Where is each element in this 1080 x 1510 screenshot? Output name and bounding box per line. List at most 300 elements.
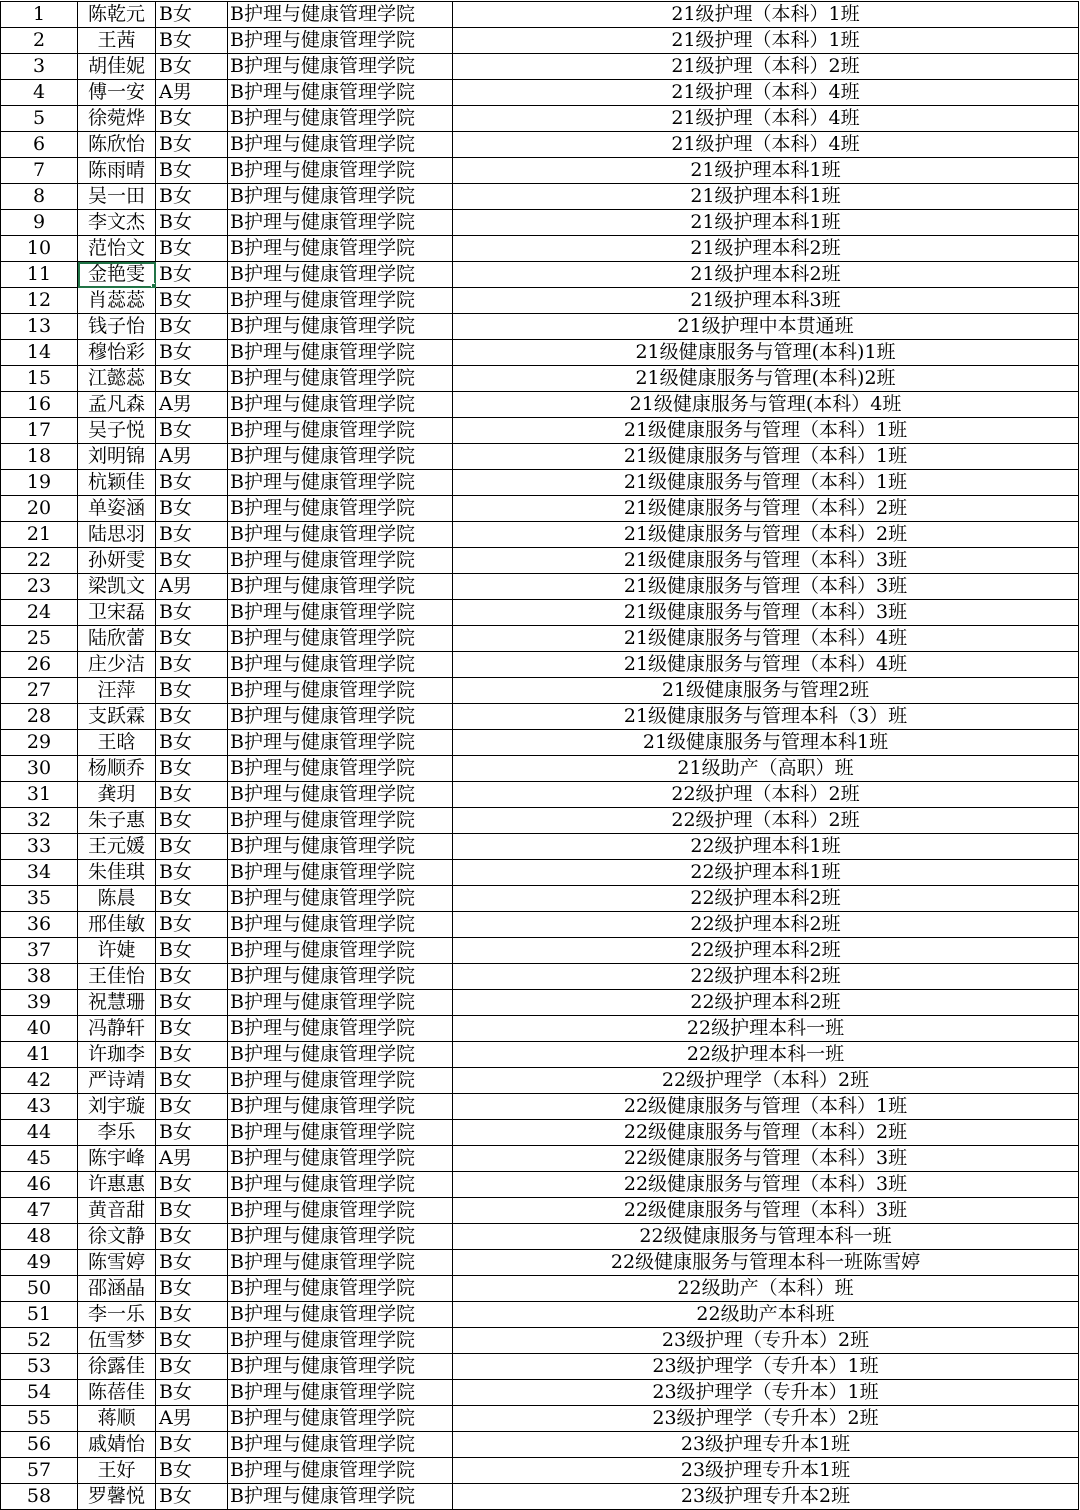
- cell-row-number[interactable]: 38: [1, 964, 78, 990]
- cell-gender[interactable]: B女: [156, 886, 228, 912]
- cell-class-name[interactable]: 22级护理本科1班: [453, 860, 1079, 886]
- cell-college[interactable]: B护理与健康管理学院: [228, 522, 453, 548]
- cell-row-number[interactable]: 52: [1, 1328, 78, 1354]
- cell-college[interactable]: B护理与健康管理学院: [228, 1094, 453, 1120]
- cell-row-number[interactable]: 21: [1, 522, 78, 548]
- cell-college[interactable]: B护理与健康管理学院: [228, 314, 453, 340]
- cell-student-name[interactable]: 杭颖佳: [78, 470, 156, 496]
- cell-student-name[interactable]: 徐露佳: [78, 1354, 156, 1380]
- cell-student-name[interactable]: 许惠惠: [78, 1172, 156, 1198]
- cell-class-name[interactable]: 22级护理本科2班: [453, 886, 1079, 912]
- cell-class-name[interactable]: 22级健康服务与管理（本科）3班: [453, 1146, 1079, 1172]
- cell-row-number[interactable]: 27: [1, 678, 78, 704]
- cell-row-number[interactable]: 23: [1, 574, 78, 600]
- cell-gender[interactable]: B女: [156, 236, 228, 262]
- cell-gender[interactable]: B女: [156, 210, 228, 236]
- cell-college[interactable]: B护理与健康管理学院: [228, 964, 453, 990]
- cell-gender[interactable]: B女: [156, 834, 228, 860]
- cell-class-name[interactable]: 21级护理本科2班: [453, 236, 1079, 262]
- cell-class-name[interactable]: 22级护理学（本科）2班: [453, 1068, 1079, 1094]
- cell-gender[interactable]: B女: [156, 808, 228, 834]
- cell-college[interactable]: B护理与健康管理学院: [228, 1172, 453, 1198]
- cell-student-name[interactable]: 邢佳敏: [78, 912, 156, 938]
- cell-row-number[interactable]: 56: [1, 1432, 78, 1458]
- cell-class-name[interactable]: 21级护理本科1班: [453, 184, 1079, 210]
- cell-row-number[interactable]: 45: [1, 1146, 78, 1172]
- cell-row-number[interactable]: 57: [1, 1458, 78, 1484]
- cell-gender[interactable]: B女: [156, 366, 228, 392]
- cell-student-name[interactable]: 肖蕊蕊: [78, 288, 156, 314]
- cell-student-name[interactable]: 王茜: [78, 28, 156, 54]
- cell-row-number[interactable]: 58: [1, 1484, 78, 1510]
- cell-student-name[interactable]: 江懿蕊: [78, 366, 156, 392]
- cell-row-number[interactable]: 25: [1, 626, 78, 652]
- cell-college[interactable]: B护理与健康管理学院: [228, 496, 453, 522]
- cell-student-name[interactable]: 戚婧怡: [78, 1432, 156, 1458]
- cell-class-name[interactable]: 23级护理专升本1班: [453, 1432, 1079, 1458]
- cell-gender[interactable]: B女: [156, 548, 228, 574]
- cell-class-name[interactable]: 21级健康服务与管理本科（3）班: [453, 704, 1079, 730]
- cell-class-name[interactable]: 22级健康服务与管理本科一班: [453, 1224, 1079, 1250]
- cell-row-number[interactable]: 32: [1, 808, 78, 834]
- cell-college[interactable]: B护理与健康管理学院: [228, 184, 453, 210]
- cell-gender[interactable]: B女: [156, 1016, 228, 1042]
- cell-college[interactable]: B护理与健康管理学院: [228, 340, 453, 366]
- cell-class-name[interactable]: 21级健康服务与管理（本科）1班: [453, 418, 1079, 444]
- cell-college[interactable]: B护理与健康管理学院: [228, 1016, 453, 1042]
- cell-class-name[interactable]: 21级助产（高职）班: [453, 756, 1079, 782]
- cell-row-number[interactable]: 20: [1, 496, 78, 522]
- cell-gender[interactable]: B女: [156, 28, 228, 54]
- cell-student-name[interactable]: 梁凯文: [78, 574, 156, 600]
- cell-college[interactable]: B护理与健康管理学院: [228, 1354, 453, 1380]
- cell-row-number[interactable]: 5: [1, 106, 78, 132]
- cell-college[interactable]: B护理与健康管理学院: [228, 28, 453, 54]
- cell-class-name[interactable]: 21级健康服务与管理（本科）2班: [453, 496, 1079, 522]
- cell-gender[interactable]: B女: [156, 158, 228, 184]
- cell-gender[interactable]: B女: [156, 938, 228, 964]
- cell-row-number[interactable]: 43: [1, 1094, 78, 1120]
- cell-gender[interactable]: B女: [156, 288, 228, 314]
- cell-student-name[interactable]: 陈晨: [78, 886, 156, 912]
- cell-college[interactable]: B护理与健康管理学院: [228, 574, 453, 600]
- cell-gender[interactable]: B女: [156, 1302, 228, 1328]
- cell-class-name[interactable]: 21级护理（本科）4班: [453, 106, 1079, 132]
- cell-class-name[interactable]: 22级健康服务与管理本科一班陈雪婷: [453, 1250, 1079, 1276]
- cell-student-name[interactable]: 王佳怡: [78, 964, 156, 990]
- cell-gender[interactable]: B女: [156, 132, 228, 158]
- cell-row-number[interactable]: 12: [1, 288, 78, 314]
- cell-college[interactable]: B护理与健康管理学院: [228, 678, 453, 704]
- cell-gender[interactable]: B女: [156, 1276, 228, 1302]
- cell-student-name[interactable]: 徐文静: [78, 1224, 156, 1250]
- cell-class-name[interactable]: 22级健康服务与管理（本科）3班: [453, 1198, 1079, 1224]
- cell-class-name[interactable]: 21级健康服务与管理（本科）4班: [453, 626, 1079, 652]
- cell-gender[interactable]: B女: [156, 522, 228, 548]
- cell-college[interactable]: B护理与健康管理学院: [228, 80, 453, 106]
- cell-row-number[interactable]: 47: [1, 1198, 78, 1224]
- cell-student-name[interactable]: 祝慧珊: [78, 990, 156, 1016]
- cell-student-name[interactable]: 陆思羽: [78, 522, 156, 548]
- cell-gender[interactable]: B女: [156, 756, 228, 782]
- cell-row-number[interactable]: 34: [1, 860, 78, 886]
- cell-row-number[interactable]: 28: [1, 704, 78, 730]
- cell-college[interactable]: B护理与健康管理学院: [228, 756, 453, 782]
- cell-college[interactable]: B护理与健康管理学院: [228, 626, 453, 652]
- cell-college[interactable]: B护理与健康管理学院: [228, 1146, 453, 1172]
- cell-college[interactable]: B护理与健康管理学院: [228, 886, 453, 912]
- cell-row-number[interactable]: 46: [1, 1172, 78, 1198]
- cell-college[interactable]: B护理与健康管理学院: [228, 262, 453, 288]
- cell-gender[interactable]: B女: [156, 1458, 228, 1484]
- cell-class-name[interactable]: 23级护理学（专升本）2班: [453, 1406, 1079, 1432]
- cell-class-name[interactable]: 21级护理本科2班: [453, 262, 1079, 288]
- cell-row-number[interactable]: 24: [1, 600, 78, 626]
- cell-college[interactable]: B护理与健康管理学院: [228, 730, 453, 756]
- cell-college[interactable]: B护理与健康管理学院: [228, 1276, 453, 1302]
- cell-gender[interactable]: A男: [156, 444, 228, 470]
- cell-gender[interactable]: B女: [156, 1380, 228, 1406]
- cell-class-name[interactable]: 22级护理本科一班: [453, 1016, 1079, 1042]
- cell-college[interactable]: B护理与健康管理学院: [228, 236, 453, 262]
- cell-row-number[interactable]: 31: [1, 782, 78, 808]
- cell-class-name[interactable]: 21级护理（本科）2班: [453, 54, 1079, 80]
- cell-class-name[interactable]: 22级护理本科1班: [453, 834, 1079, 860]
- cell-student-name[interactable]: 胡佳妮: [78, 54, 156, 80]
- cell-college[interactable]: B护理与健康管理学院: [228, 288, 453, 314]
- cell-student-name[interactable]: 严诗靖: [78, 1068, 156, 1094]
- cell-gender[interactable]: B女: [156, 54, 228, 80]
- cell-student-name[interactable]: 王好: [78, 1458, 156, 1484]
- cell-row-number[interactable]: 49: [1, 1250, 78, 1276]
- cell-college[interactable]: B护理与健康管理学院: [228, 2, 453, 28]
- cell-college[interactable]: B护理与健康管理学院: [228, 1458, 453, 1484]
- cell-class-name[interactable]: 21级健康服务与管理（本科）3班: [453, 600, 1079, 626]
- cell-gender[interactable]: B女: [156, 1354, 228, 1380]
- cell-row-number[interactable]: 51: [1, 1302, 78, 1328]
- cell-class-name[interactable]: 21级护理本科1班: [453, 210, 1079, 236]
- cell-college[interactable]: B护理与健康管理学院: [228, 1484, 453, 1510]
- cell-row-number[interactable]: 48: [1, 1224, 78, 1250]
- cell-college[interactable]: B护理与健康管理学院: [228, 1120, 453, 1146]
- cell-student-name[interactable]: 李乐: [78, 1120, 156, 1146]
- cell-gender[interactable]: B女: [156, 1198, 228, 1224]
- cell-student-name[interactable]: 龚玥: [78, 782, 156, 808]
- cell-gender[interactable]: B女: [156, 418, 228, 444]
- cell-college[interactable]: B护理与健康管理学院: [228, 548, 453, 574]
- cell-student-name[interactable]: 伍雪梦: [78, 1328, 156, 1354]
- cell-class-name[interactable]: 21级健康服务与管理(本科)2班: [453, 366, 1079, 392]
- cell-row-number[interactable]: 36: [1, 912, 78, 938]
- cell-gender[interactable]: B女: [156, 184, 228, 210]
- cell-class-name[interactable]: 23级护理专升本1班: [453, 1458, 1079, 1484]
- cell-class-name[interactable]: 21级健康服务与管理本科1班: [453, 730, 1079, 756]
- cell-student-name[interactable]: 蒋顺: [78, 1406, 156, 1432]
- cell-student-name[interactable]: 吴子悦: [78, 418, 156, 444]
- cell-class-name[interactable]: 21级护理（本科）1班: [453, 28, 1079, 54]
- cell-row-number[interactable]: 54: [1, 1380, 78, 1406]
- cell-gender[interactable]: B女: [156, 1328, 228, 1354]
- cell-student-name[interactable]: 穆怡彩: [78, 340, 156, 366]
- cell-row-number[interactable]: 14: [1, 340, 78, 366]
- cell-student-name[interactable]: 陈雨晴: [78, 158, 156, 184]
- table-row: [1, 1094, 1079, 1120]
- table-row: [1, 808, 1079, 834]
- cell-class-name[interactable]: 21级健康服务与管理（本科）4班: [453, 652, 1079, 678]
- cell-college[interactable]: B护理与健康管理学院: [228, 808, 453, 834]
- cell-class-name[interactable]: 23级护理学（专升本）1班: [453, 1380, 1079, 1406]
- cell-row-number[interactable]: 39: [1, 990, 78, 1016]
- cell-class-name[interactable]: 21级健康服务与管理(本科）4班: [453, 392, 1079, 418]
- selected-cell[interactable]: 金艳雯: [78, 262, 156, 288]
- sheet-body: [1, 2, 1079, 1510]
- cell-gender[interactable]: B女: [156, 860, 228, 886]
- cell-class-name[interactable]: 21级护理本科3班: [453, 288, 1079, 314]
- cell-student-name[interactable]: 单姿涵: [78, 496, 156, 522]
- cell-class-name[interactable]: 21级健康服务与管理（本科）2班: [453, 522, 1079, 548]
- cell-student-name[interactable]: 汪萍: [78, 678, 156, 704]
- cell-college[interactable]: B护理与健康管理学院: [228, 990, 453, 1016]
- cell-college[interactable]: B护理与健康管理学院: [228, 444, 453, 470]
- cell-student-name[interactable]: 陈雪婷: [78, 1250, 156, 1276]
- cell-student-name[interactable]: 陈乾元: [78, 2, 156, 28]
- cell-row-number[interactable]: 50: [1, 1276, 78, 1302]
- cell-student-name[interactable]: 庄少洁: [78, 652, 156, 678]
- table-row: [1, 600, 1079, 626]
- cell-student-name[interactable]: 陈欣怡: [78, 132, 156, 158]
- cell-student-name[interactable]: 孙妍雯: [78, 548, 156, 574]
- cell-student-name[interactable]: 陆欣蕾: [78, 626, 156, 652]
- cell-class-name[interactable]: 21级健康服务与管理2班: [453, 678, 1079, 704]
- table-row: [1, 1042, 1079, 1068]
- cell-gender[interactable]: B女: [156, 912, 228, 938]
- cell-gender[interactable]: B女: [156, 626, 228, 652]
- cell-gender[interactable]: B女: [156, 1484, 228, 1510]
- table-row: [1, 1328, 1079, 1354]
- cell-gender[interactable]: B女: [156, 1068, 228, 1094]
- cell-class-name[interactable]: 21级健康服务与管理（本科）1班: [453, 470, 1079, 496]
- cell-class-name[interactable]: 22级健康服务与管理（本科）1班: [453, 1094, 1079, 1120]
- cell-class-name[interactable]: 21级护理本科1班: [453, 158, 1079, 184]
- cell-row-number[interactable]: 22: [1, 548, 78, 574]
- cell-row-number[interactable]: 15: [1, 366, 78, 392]
- cell-student-name[interactable]: 冯静轩: [78, 1016, 156, 1042]
- cell-gender[interactable]: B女: [156, 496, 228, 522]
- cell-class-name[interactable]: 23级护理学（专升本）1班: [453, 1354, 1079, 1380]
- cell-college[interactable]: B护理与健康管理学院: [228, 132, 453, 158]
- cell-gender[interactable]: B女: [156, 678, 228, 704]
- cell-row-number[interactable]: 2: [1, 28, 78, 54]
- cell-row-number[interactable]: 44: [1, 1120, 78, 1146]
- cell-gender[interactable]: B女: [156, 600, 228, 626]
- cell-class-name[interactable]: 23级护理专升本2班: [453, 1484, 1079, 1510]
- table-row: [1, 990, 1079, 1016]
- cell-row-number[interactable]: 35: [1, 886, 78, 912]
- cell-college[interactable]: B护理与健康管理学院: [228, 54, 453, 80]
- cell-gender[interactable]: B女: [156, 782, 228, 808]
- cell-gender[interactable]: B女: [156, 1042, 228, 1068]
- cell-college[interactable]: B护理与健康管理学院: [228, 860, 453, 886]
- cell-gender[interactable]: B女: [156, 470, 228, 496]
- cell-class-name[interactable]: 22级护理本科一班: [453, 1042, 1079, 1068]
- cell-class-name[interactable]: 21级健康服务与管理（本科）3班: [453, 548, 1079, 574]
- cell-row-number[interactable]: 37: [1, 938, 78, 964]
- cell-gender[interactable]: B女: [156, 964, 228, 990]
- cell-row-number[interactable]: 53: [1, 1354, 78, 1380]
- cell-college[interactable]: B护理与健康管理学院: [228, 1406, 453, 1432]
- cell-row-number[interactable]: 4: [1, 80, 78, 106]
- cell-row-number[interactable]: 41: [1, 1042, 78, 1068]
- cell-gender[interactable]: B女: [156, 2, 228, 28]
- cell-gender[interactable]: B女: [156, 1250, 228, 1276]
- cell-gender[interactable]: B女: [156, 340, 228, 366]
- cell-college[interactable]: B护理与健康管理学院: [228, 392, 453, 418]
- cell-row-number[interactable]: 18: [1, 444, 78, 470]
- cell-class-name[interactable]: 21级护理中本贯通班: [453, 314, 1079, 340]
- cell-gender[interactable]: B女: [156, 704, 228, 730]
- cell-row-number[interactable]: 3: [1, 54, 78, 80]
- cell-row-number[interactable]: 1: [1, 2, 78, 28]
- cell-class-name[interactable]: 21级健康服务与管理（本科）3班: [453, 574, 1079, 600]
- cell-class-name[interactable]: 22级护理本科2班: [453, 964, 1079, 990]
- cell-class-name[interactable]: 22级护理（本科）2班: [453, 808, 1079, 834]
- cell-row-number[interactable]: 30: [1, 756, 78, 782]
- cell-student-name[interactable]: 吴一田: [78, 184, 156, 210]
- cell-class-name[interactable]: 21级健康服务与管理（本科）1班: [453, 444, 1079, 470]
- cell-gender[interactable]: B女: [156, 1120, 228, 1146]
- cell-gender[interactable]: B女: [156, 1094, 228, 1120]
- cell-student-name[interactable]: 刘宇璇: [78, 1094, 156, 1120]
- cell-row-number[interactable]: 9: [1, 210, 78, 236]
- cell-gender[interactable]: B女: [156, 314, 228, 340]
- cell-class-name[interactable]: 22级护理（本科）2班: [453, 782, 1079, 808]
- cell-gender[interactable]: A男: [156, 1406, 228, 1432]
- cell-student-name[interactable]: 王元媛: [78, 834, 156, 860]
- cell-class-name[interactable]: 21级护理（本科）4班: [453, 80, 1079, 106]
- cell-row-number[interactable]: 26: [1, 652, 78, 678]
- cell-student-name[interactable]: 陈宇峰: [78, 1146, 156, 1172]
- cell-gender[interactable]: A男: [156, 80, 228, 106]
- cell-gender[interactable]: B女: [156, 1224, 228, 1250]
- cell-gender[interactable]: B女: [156, 1432, 228, 1458]
- cell-college[interactable]: B护理与健康管理学院: [228, 652, 453, 678]
- cell-class-name[interactable]: 22级护理本科2班: [453, 990, 1079, 1016]
- table-row: [1, 1068, 1079, 1094]
- cell-college[interactable]: B护理与健康管理学院: [228, 1302, 453, 1328]
- cell-college[interactable]: B护理与健康管理学院: [228, 938, 453, 964]
- cell-college[interactable]: B护理与健康管理学院: [228, 912, 453, 938]
- cell-student-name[interactable]: 孟凡森: [78, 392, 156, 418]
- cell-college[interactable]: B护理与健康管理学院: [228, 1198, 453, 1224]
- cell-row-number[interactable]: 6: [1, 132, 78, 158]
- cell-student-name[interactable]: 杨顺乔: [78, 756, 156, 782]
- cell-student-name[interactable]: 卫宋磊: [78, 600, 156, 626]
- cell-college[interactable]: B护理与健康管理学院: [228, 106, 453, 132]
- cell-college[interactable]: B护理与健康管理学院: [228, 1250, 453, 1276]
- cell-gender[interactable]: A男: [156, 574, 228, 600]
- cell-class-name[interactable]: 22级助产本科班: [453, 1302, 1079, 1328]
- cell-row-number[interactable]: 8: [1, 184, 78, 210]
- cell-college[interactable]: B护理与健康管理学院: [228, 210, 453, 236]
- cell-class-name[interactable]: 22级健康服务与管理（本科）2班: [453, 1120, 1079, 1146]
- cell-college[interactable]: B护理与健康管理学院: [228, 158, 453, 184]
- cell-college[interactable]: B护理与健康管理学院: [228, 782, 453, 808]
- cell-row-number[interactable]: 40: [1, 1016, 78, 1042]
- cell-college[interactable]: B护理与健康管理学院: [228, 1432, 453, 1458]
- cell-student-name[interactable]: 朱佳琪: [78, 860, 156, 886]
- cell-student-name[interactable]: 支跃霖: [78, 704, 156, 730]
- cell-college[interactable]: B护理与健康管理学院: [228, 470, 453, 496]
- cell-row-number[interactable]: 13: [1, 314, 78, 340]
- cell-student-name[interactable]: 傅一安: [78, 80, 156, 106]
- cell-student-name[interactable]: 刘明锦: [78, 444, 156, 470]
- cell-student-name[interactable]: 朱子惠: [78, 808, 156, 834]
- cell-gender[interactable]: A男: [156, 392, 228, 418]
- cell-class-name[interactable]: 22级健康服务与管理（本科）3班: [453, 1172, 1079, 1198]
- cell-class-name[interactable]: 22级助产（本科）班: [453, 1276, 1079, 1302]
- cell-row-number[interactable]: 29: [1, 730, 78, 756]
- cell-student-name[interactable]: 许珈李: [78, 1042, 156, 1068]
- cell-college[interactable]: B护理与健康管理学院: [228, 834, 453, 860]
- cell-student-name[interactable]: 许婕: [78, 938, 156, 964]
- cell-student-name[interactable]: 王晗: [78, 730, 156, 756]
- cell-college[interactable]: B护理与健康管理学院: [228, 1380, 453, 1406]
- cell-class-name[interactable]: 21级护理（本科）4班: [453, 132, 1079, 158]
- table-row: [1, 1016, 1079, 1042]
- cell-row-number[interactable]: 10: [1, 236, 78, 262]
- cell-row-number[interactable]: 11: [1, 262, 78, 288]
- cell-student-name[interactable]: 钱子怡: [78, 314, 156, 340]
- cell-student-name[interactable]: 陈蓓佳: [78, 1380, 156, 1406]
- cell-row-number[interactable]: 19: [1, 470, 78, 496]
- cell-row-number[interactable]: 7: [1, 158, 78, 184]
- cell-college[interactable]: B护理与健康管理学院: [228, 366, 453, 392]
- cell-gender[interactable]: B女: [156, 1172, 228, 1198]
- cell-gender[interactable]: B女: [156, 106, 228, 132]
- cell-class-name[interactable]: 21级护理（本科）1班: [453, 2, 1079, 28]
- cell-college[interactable]: B护理与健康管理学院: [228, 418, 453, 444]
- cell-class-name[interactable]: 23级护理（专升本）2班: [453, 1328, 1079, 1354]
- cell-row-number[interactable]: 33: [1, 834, 78, 860]
- cell-student-name[interactable]: 李文杰: [78, 210, 156, 236]
- cell-college[interactable]: B护理与健康管理学院: [228, 600, 453, 626]
- cell-student-name[interactable]: 黄音甜: [78, 1198, 156, 1224]
- cell-row-number[interactable]: 42: [1, 1068, 78, 1094]
- cell-gender[interactable]: B女: [156, 730, 228, 756]
- cell-gender[interactable]: B女: [156, 262, 228, 288]
- cell-class-name[interactable]: 21级健康服务与管理(本科)1班: [453, 340, 1079, 366]
- cell-student-name[interactable]: 罗馨悦: [78, 1484, 156, 1510]
- cell-college[interactable]: B护理与健康管理学院: [228, 1042, 453, 1068]
- table-row: [1, 574, 1079, 600]
- cell-gender[interactable]: B女: [156, 990, 228, 1016]
- cell-class-name[interactable]: 22级护理本科2班: [453, 938, 1079, 964]
- cell-college[interactable]: B护理与健康管理学院: [228, 704, 453, 730]
- cell-row-number[interactable]: 16: [1, 392, 78, 418]
- cell-class-name[interactable]: 22级护理本科2班: [453, 912, 1079, 938]
- cell-gender[interactable]: B女: [156, 652, 228, 678]
- cell-row-number[interactable]: 55: [1, 1406, 78, 1432]
- cell-student-name[interactable]: 李一乐: [78, 1302, 156, 1328]
- cell-gender[interactable]: A男: [156, 1146, 228, 1172]
- cell-student-name[interactable]: 徐菀烨: [78, 106, 156, 132]
- cell-student-name[interactable]: 范怡文: [78, 236, 156, 262]
- cell-student-name[interactable]: 邵涵晶: [78, 1276, 156, 1302]
- cell-row-number[interactable]: 17: [1, 418, 78, 444]
- cell-college[interactable]: B护理与健康管理学院: [228, 1328, 453, 1354]
- cell-college[interactable]: B护理与健康管理学院: [228, 1224, 453, 1250]
- cell-college[interactable]: B护理与健康管理学院: [228, 1068, 453, 1094]
